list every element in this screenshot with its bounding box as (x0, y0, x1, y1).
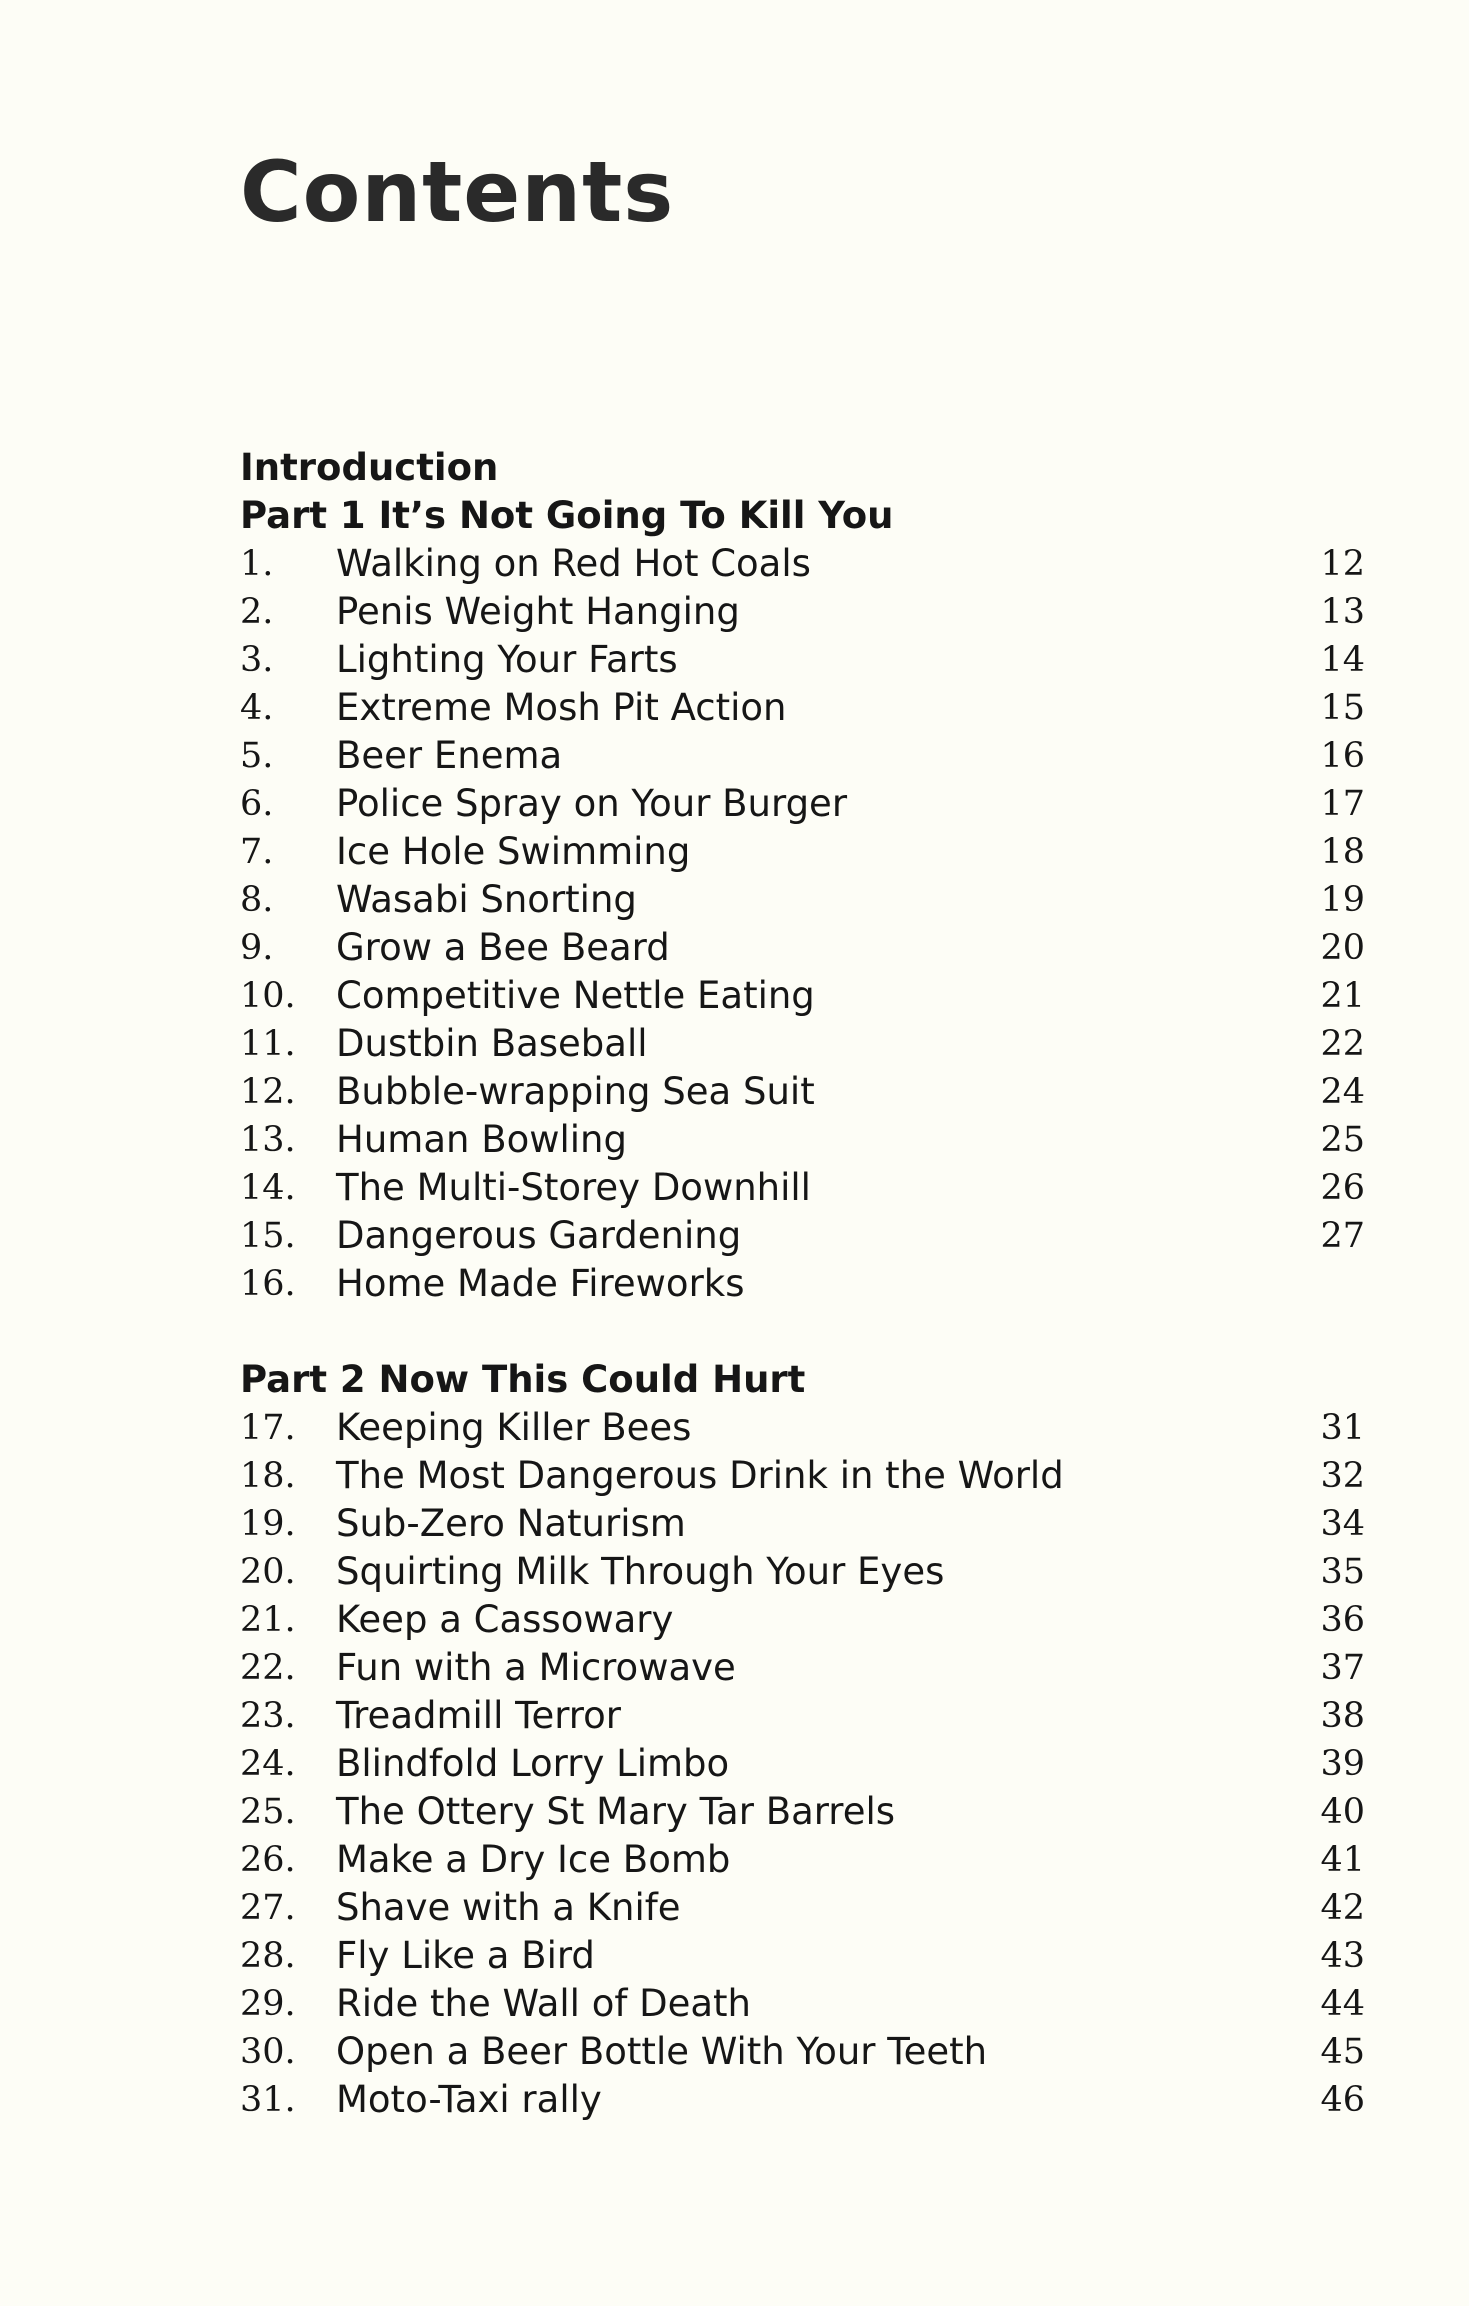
toc-entry (240, 1644, 1365, 1692)
entry-title: Penis Weight Hanging (336, 590, 740, 633)
entry-number: 22. (240, 1648, 296, 1688)
entry-number: 30. (240, 2032, 296, 2072)
toc-entry (240, 732, 1365, 780)
toc-entry (240, 828, 1365, 876)
entry-number: 1. (240, 544, 274, 584)
entry-title: Bubble-wrapping Sea Suit (336, 1070, 815, 1113)
entry-page-number: 13 (1320, 592, 1365, 632)
entry-title: Keeping Killer Bees (336, 1406, 692, 1449)
entry-number: 26. (240, 1840, 296, 1880)
entry-number: 29. (240, 1984, 296, 2024)
entry-title: Sub-Zero Naturism (336, 1502, 686, 1545)
entry-number: 6. (240, 784, 274, 824)
toc-entry (240, 1500, 1365, 1548)
entry-title: Dustbin Baseball (336, 1022, 648, 1065)
entry-title: Squirting Milk Through Your Eyes (336, 1550, 945, 1593)
toc-entry (240, 1836, 1365, 1884)
toc-entry (240, 2076, 1365, 2124)
entry-title: Police Spray on Your Burger (336, 782, 848, 825)
toc-entry (240, 924, 1365, 972)
entry-page-number: 32 (1320, 1456, 1365, 1496)
entry-page-number: 42 (1320, 1888, 1365, 1928)
toc-entry (240, 972, 1365, 1020)
entry-page-number: 43 (1320, 1936, 1365, 1976)
entry-page-number: 16 (1320, 736, 1365, 776)
part-2-list (240, 1404, 1365, 2124)
entry-page-number: 14 (1320, 640, 1365, 680)
toc-entry (240, 1212, 1365, 1260)
toc-entry (240, 1404, 1365, 1452)
toc-entry (240, 540, 1365, 588)
entry-page-number: 40 (1320, 1792, 1365, 1832)
entry-title: Competitive Nettle Eating (336, 974, 815, 1017)
entry-title: Shave with a Knife (336, 1886, 681, 1929)
entry-page-number: 22 (1320, 1024, 1365, 1064)
entry-page-number: 26 (1320, 1168, 1365, 1208)
entry-title: Ice Hole Swimming (336, 830, 691, 873)
toc-entry (240, 1164, 1365, 1212)
toc-entry (240, 1740, 1365, 1788)
entry-number: 5. (240, 736, 274, 776)
entry-number: 13. (240, 1120, 296, 1160)
entry-title: Make a Dry Ice Bomb (336, 1838, 731, 1881)
entry-title: Beer Enema (336, 734, 563, 777)
entry-title: Fly Like a Bird (336, 1934, 595, 1977)
toc-entry (240, 1020, 1365, 1068)
entry-title: Treadmill Terror (336, 1694, 622, 1737)
entry-page-number: 34 (1320, 1504, 1365, 1544)
entry-number: 11. (240, 1024, 296, 1064)
entry-title: Extreme Mosh Pit Action (336, 686, 787, 729)
entry-number: 21. (240, 1600, 296, 1640)
entry-number: 24. (240, 1744, 296, 1784)
entry-page-number: 46 (1320, 2080, 1365, 2120)
part-1-list (240, 540, 1365, 1308)
toc-entry (240, 2028, 1365, 2076)
toc-entry (240, 780, 1365, 828)
table-of-contents (240, 444, 1365, 2124)
section-spacer (240, 1308, 1365, 1356)
entry-title: Open a Beer Bottle With Your Teeth (336, 2030, 988, 2073)
entry-number: 7. (240, 832, 274, 872)
entry-number: 2. (240, 592, 274, 632)
entry-page-number: 12 (1320, 544, 1365, 584)
entry-page-number: 18 (1320, 832, 1365, 872)
entry-page-number: 35 (1320, 1552, 1365, 1592)
entry-page-number: 20 (1320, 928, 1365, 968)
entry-title: Blindfold Lorry Limbo (336, 1742, 730, 1785)
toc-entry (240, 1884, 1365, 1932)
entry-number: 3. (240, 640, 274, 680)
entry-page-number: 37 (1320, 1648, 1365, 1688)
entry-page-number: 19 (1320, 880, 1365, 920)
entry-page-number: 31 (1320, 1408, 1365, 1448)
entry-title: Moto-Taxi rally (336, 2078, 602, 2121)
entry-title: Grow a Bee Beard (336, 926, 670, 969)
entry-title: Wasabi Snorting (336, 878, 637, 921)
entry-number: 15. (240, 1216, 296, 1256)
entry-title: Ride the Wall of Death (336, 1982, 752, 2025)
toc-entry (240, 684, 1365, 732)
page-title: Contents (240, 143, 675, 241)
toc-entry (240, 588, 1365, 636)
entry-page-number: 25 (1320, 1120, 1365, 1160)
entry-page-number: 17 (1320, 784, 1365, 824)
entry-number: 12. (240, 1072, 296, 1112)
entry-number: 18. (240, 1456, 296, 1496)
entry-title: The Most Dangerous Drink in the World (336, 1454, 1064, 1497)
entry-page-number: 41 (1320, 1840, 1365, 1880)
toc-entry (240, 1932, 1365, 1980)
entry-number: 31. (240, 2080, 296, 2120)
entry-title: Fun with a Microwave (336, 1646, 736, 1689)
toc-entry (240, 1980, 1365, 2028)
entry-page-number: 15 (1320, 688, 1365, 728)
entry-title: The Multi-Storey Downhill (336, 1166, 811, 1209)
entry-page-number: 36 (1320, 1600, 1365, 1640)
part-2-heading: Part 2 Now This Could Hurt (240, 1358, 806, 1401)
entry-page-number: 27 (1320, 1216, 1365, 1256)
entry-number: 16. (240, 1264, 296, 1304)
toc-entry (240, 1788, 1365, 1836)
entry-number: 27. (240, 1888, 296, 1928)
entry-title: Human Bowling (336, 1118, 627, 1161)
entry-number: 20. (240, 1552, 296, 1592)
entry-number: 23. (240, 1696, 296, 1736)
entry-title: Dangerous Gardening (336, 1214, 742, 1257)
entry-number: 17. (240, 1408, 296, 1448)
toc-entry (240, 1068, 1365, 1116)
toc-entry (240, 1260, 1365, 1308)
entry-page-number: 24 (1320, 1072, 1365, 1112)
toc-entry (240, 876, 1365, 924)
entry-number: 19. (240, 1504, 296, 1544)
entry-number: 28. (240, 1936, 296, 1976)
part-1-heading: Part 1 It’s Not Going To Kill You (240, 494, 894, 537)
entry-title: Lighting Your Farts (336, 638, 678, 681)
entry-title: Walking on Red Hot Coals (336, 542, 811, 585)
toc-entry (240, 1452, 1365, 1500)
entry-number: 4. (240, 688, 274, 728)
entry-number: 9. (240, 928, 274, 968)
toc-entry (240, 636, 1365, 684)
toc-entry (240, 1548, 1365, 1596)
entry-page-number: 21 (1320, 976, 1365, 1016)
entry-page-number: 45 (1320, 2032, 1365, 2072)
entry-number: 14. (240, 1168, 296, 1208)
toc-entry (240, 1692, 1365, 1740)
toc-entry (240, 1596, 1365, 1644)
entry-title: Home Made Fireworks (336, 1262, 745, 1305)
entry-title: The Ottery St Mary Tar Barrels (336, 1790, 896, 1833)
entry-page-number: 44 (1320, 1984, 1365, 2024)
entry-number: 10. (240, 976, 296, 1016)
entry-title: Keep a Cassowary (336, 1598, 674, 1641)
toc-entry (240, 1116, 1365, 1164)
entry-page-number: 38 (1320, 1696, 1365, 1736)
entry-number: 25. (240, 1792, 296, 1832)
entry-number: 8. (240, 880, 274, 920)
entry-page-number: 39 (1320, 1744, 1365, 1784)
introduction-heading: Introduction (240, 446, 499, 489)
